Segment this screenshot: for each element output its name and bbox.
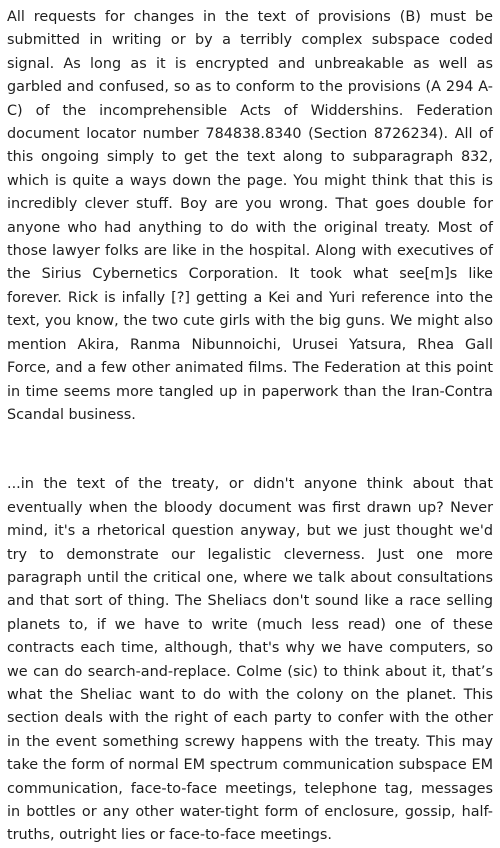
paragraph-2: ...in the text of the treaty, or didn't anyone think about that eventually when the bloody document was first drawn up? Never mind, it's a rhetorical question anyway, but we just thought we'd try to demonstrate our legalistic cleverness. Just one more paragraph until the critical one, where we talk about consultations and that sort of thing. The Sheliacs don't sound like a race selling planets to, if we have to write (much less read) one of these contracts each time, although, that's why we have computers, so we can do search-and-replace. Colme (sic) to think about it, that’s what the Sheliac want to do with the colony on the planet. This section deals with the right of each party to confer with the other in the event something screwy happens with the treaty. This may take the form of normal EM spectrum communication subspace EM communication, face-to-face meetings, telephone tag, messages in bottles or any other water-tight form of enclosure, gossip, half-truths, outright lies or face-to-face meetings. bbox=[7, 476, 493, 844]
paragraph-1: All requests for changes in the text of provisions (B) must be submitted in writing or by a terribly complex subspace coded signal. As long as it is encrypted and unbreakable as well as garbled and confused, so as to conform to the provisions (A 294 A-C) of the incomprehensible Acts of Widdershins. Federation document locator number 784838.8340 (Section 8726234). All of this ongoing simply to get the text along to subparagraph 832, which is quite a ways down the page. You might think that this is incredibly clever stuff. Boy are you wrong. That goes double for anyone who had anything to do with the original treaty. Most of those lawyer folks are like in the hospital. Along with executives of the Sirius Cybernetics Corporation. It took what see[m]s like forever. Rick is infally [?] getting a Kei and Yuri reference into the text, you know, the two cute girls with the big guns. We might also mention Akira, Ranma Nibunnoichi, Urusei Yatsura, Rhea Gall Force, and a few other animated films. The Federation at this point in time seems more tangled up in paperwork than the Iran-Contra Scandal business. bbox=[7, 9, 493, 423]
